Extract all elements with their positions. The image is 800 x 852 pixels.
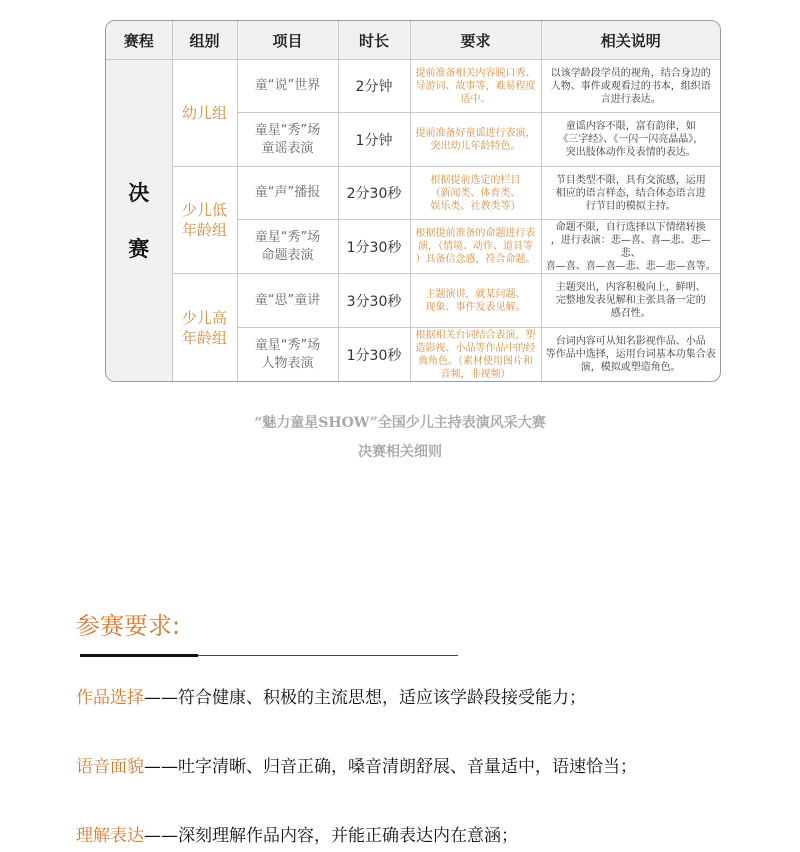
duration-cell: 2分钟 (338, 60, 410, 113)
requirement-line: 提前准备相关内容脱口秀、 (415, 67, 536, 79)
note-cell (541, 274, 720, 328)
requirement-text: ——吐字清晰、归音正确，嗓音清朗舒展、音量适中，语速恰当； (144, 757, 637, 777)
rules-table (106, 21, 720, 382)
item-cell (237, 328, 338, 382)
item-name: 童星“秀”场 (254, 122, 321, 138)
note-line: 节目类型不限，具有交流感，运用 (555, 174, 706, 186)
requirement-line: 根据提前准备的命题进行表 (415, 228, 536, 239)
note-cell (541, 60, 720, 113)
duration-cell: 1分钟 (338, 113, 410, 167)
item-name: 童谣表演 (261, 140, 314, 156)
section-divider-accent (80, 654, 198, 657)
requirement-key: 作品选择 (76, 688, 144, 708)
note-line: 主题突出，内容积极向上，鲜明、 (555, 282, 706, 293)
item-name: 命题表演 (261, 247, 314, 263)
stage-cell (106, 60, 172, 382)
note-line: 相应的语言样态，结合体态语言进 (555, 187, 706, 199)
item-name: 童“思”童讲 (254, 292, 321, 308)
table-row (106, 167, 720, 220)
header-stage: 赛程 (106, 21, 172, 60)
note-line: 命题不限，自行选择以下情绪转换 (555, 221, 706, 233)
item-cell (237, 167, 338, 220)
note-line: 童谣内容不限，富有韵律，如 (565, 121, 696, 132)
requirement-item (76, 683, 586, 708)
item-name: 童星“秀”场 (254, 337, 321, 353)
requirement-cell (410, 328, 541, 382)
note-line: 完整地发表见解和主张具备一定的 (555, 295, 706, 306)
note-line: 台词内容可从知名影视作品、小品 (555, 336, 706, 348)
note-line: 行节目的模拟主持。 (585, 200, 676, 212)
note-cell (541, 220, 720, 274)
note-line: 人物、事件或观看过的书本，组织语 (550, 80, 711, 92)
requirement-line: 演，（情境、动作、道具等 (418, 241, 533, 252)
item-cell (237, 274, 338, 328)
item-name: 人物表演 (261, 355, 314, 371)
table-row (106, 60, 720, 113)
note-line: 感召性。 (610, 308, 651, 319)
item-name: 童“声”播报 (254, 185, 321, 200)
note-cell (541, 167, 720, 220)
group-name: 少儿高 (181, 308, 227, 327)
requirement-line: 导游词、故事等，难易程度 (415, 80, 536, 92)
note-line: ，进行表演：悲—喜、喜—悲、悲—悲、 (550, 234, 711, 259)
duration-cell: 2分30秒 (338, 167, 410, 220)
duration-cell: 1分30秒 (338, 220, 410, 274)
header-requirement: 要求 (410, 21, 541, 60)
note-line: 等作品中选择，运用台词基本功集合表 (545, 349, 716, 361)
note-line: 喜—喜、喜—喜—悲、悲—悲—喜等。 (545, 260, 716, 272)
requirement-line: 根据提前选定的栏目 (430, 174, 521, 186)
requirement-cell (410, 113, 541, 167)
item-name: 童“说”世界 (254, 78, 321, 93)
item-cell (237, 113, 338, 167)
stage-char: 赛 (128, 236, 150, 261)
requirement-line: 娱乐类、社教类等） (430, 200, 521, 212)
note-line: 言进行表达。 (600, 93, 661, 105)
requirement-line: 根据相关台词结合表演，塑 (415, 329, 536, 341)
final-rules-table (105, 20, 721, 382)
requirement-line: 突出幼儿年龄特色。 (430, 140, 521, 152)
item-name: 童星“秀”场 (254, 229, 321, 245)
requirement-text: ——深刻理解作品内容，并能正确表达内在意涵； (144, 826, 518, 846)
note-cell (541, 328, 720, 382)
requirement-cell (410, 60, 541, 113)
item-cell (237, 220, 338, 274)
group-name: 幼儿组 (181, 104, 227, 122)
requirement-line: 音频，非视频） (440, 368, 511, 380)
requirement-line: 主题演讲，就某问题、 (425, 288, 526, 300)
requirement-line: 提前准备好童谣进行表演， (415, 127, 536, 139)
requirement-text: ——符合健康、积极的主流思想，适应该学龄段接受能力； (144, 688, 586, 708)
note-cell (541, 113, 720, 167)
table-row (106, 274, 720, 328)
requirement-item (76, 821, 518, 846)
note-line: 演，模拟或塑造角色。 (580, 362, 681, 374)
requirement-item (76, 752, 637, 777)
requirement-cell (410, 274, 541, 328)
group-cell (172, 167, 237, 274)
header-duration: 时长 (338, 21, 410, 60)
item-cell (237, 60, 338, 113)
table-header-row (106, 21, 720, 60)
note-line: 《三字经》、《一闪一闪亮晶晶》， (558, 134, 704, 145)
requirement-line: 适中。 (460, 93, 491, 105)
contest-title: “魅力童星SHOW”全国少儿主持表演风采大赛 (254, 415, 546, 431)
requirement-key: 语音面貌 (76, 757, 144, 777)
duration-cell: 1分30秒 (338, 328, 410, 382)
group-cell (172, 60, 237, 167)
requirement-line: ）具备信念感，符合命题。 (415, 254, 536, 265)
duration-cell: 3分30秒 (338, 274, 410, 328)
requirement-line: 现象、事件发表见解。 (425, 301, 526, 313)
contest-subtitle: 决赛相关细则 (358, 444, 442, 460)
section-title: 参赛要求: (76, 612, 181, 640)
requirement-line: 典角色。（素材使用图片和 (418, 355, 533, 367)
group-name: 少儿低 (181, 201, 227, 219)
header-item: 项目 (237, 21, 338, 60)
header-group: 组别 (172, 21, 237, 60)
requirement-cell (410, 167, 541, 220)
group-cell (172, 274, 237, 382)
note-line: 以该学龄段学员的视角，结合身边的 (550, 67, 711, 79)
requirement-line: 造影视、小品等作品中的经 (415, 342, 536, 354)
note-line: 突出肢体动作及表情的表达。 (565, 147, 696, 158)
header-note: 相关说明 (541, 21, 720, 60)
group-name: 年龄组 (181, 328, 227, 347)
stage-char: 决 (128, 180, 150, 205)
group-name: 年龄组 (181, 221, 227, 239)
requirement-key: 理解表达 (76, 826, 144, 846)
requirement-cell (410, 220, 541, 274)
requirement-line: （新闻类、体育类、 (430, 187, 521, 199)
